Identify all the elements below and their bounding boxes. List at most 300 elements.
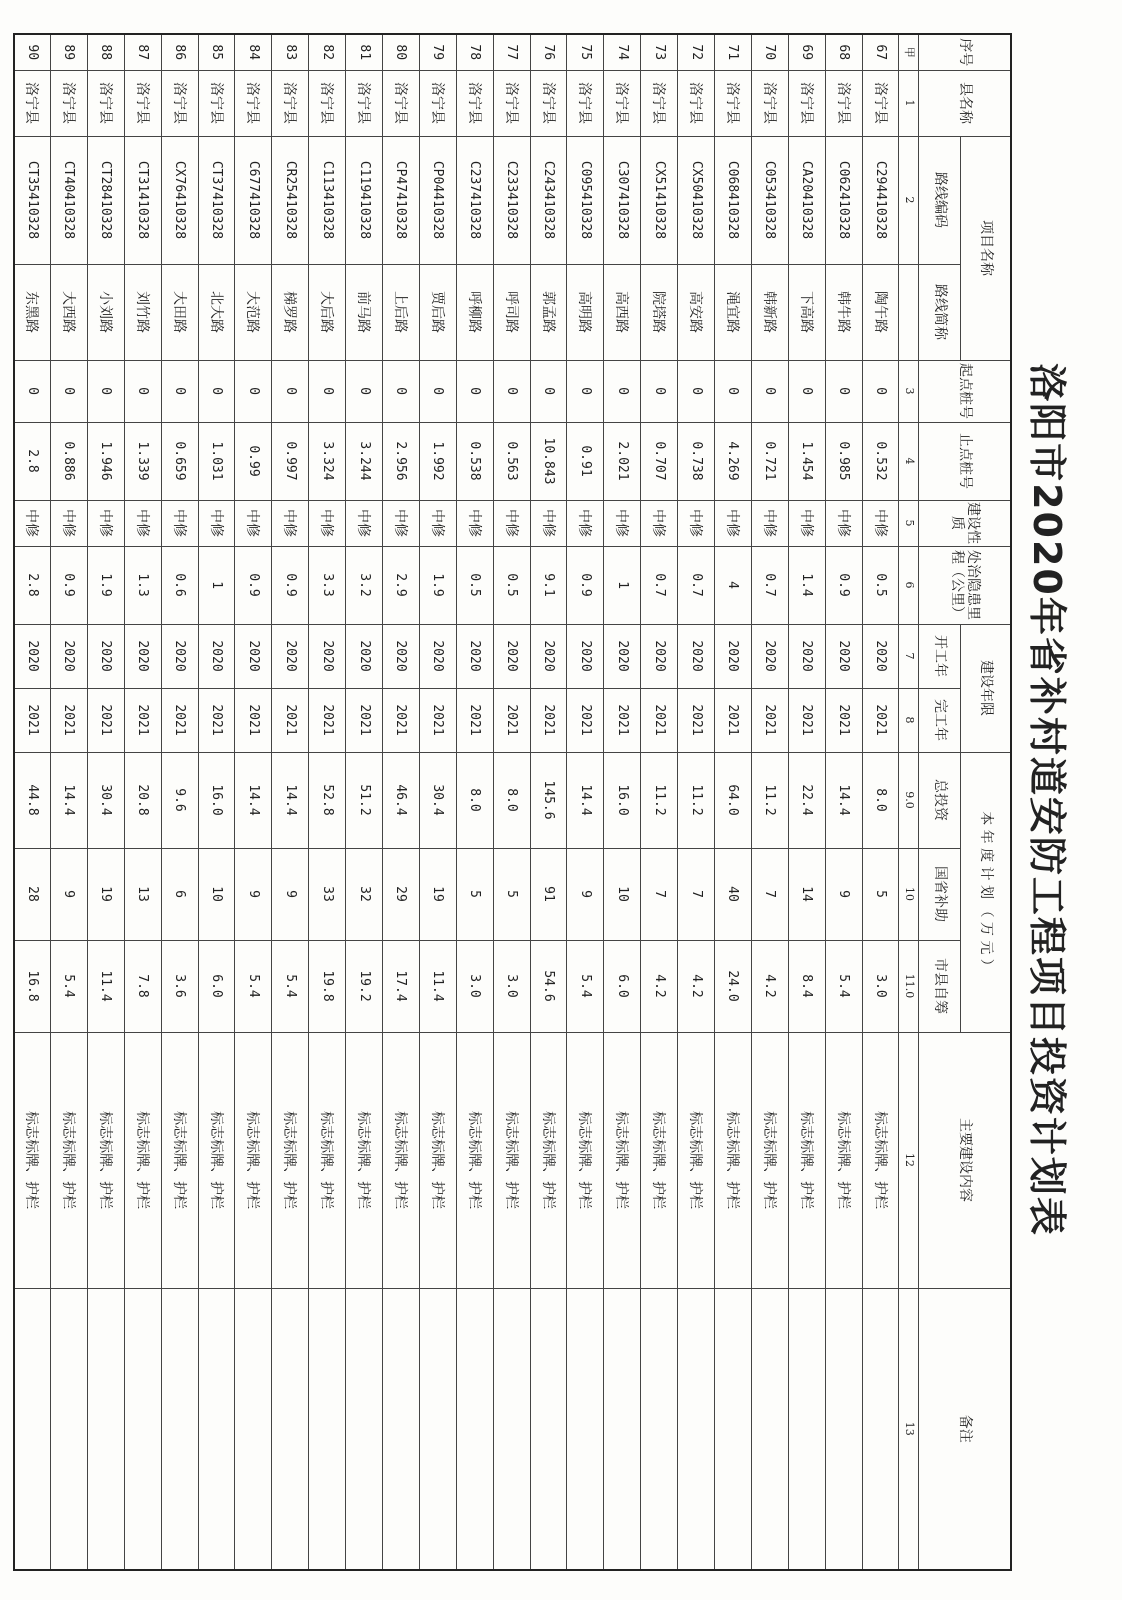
cell-nature: 中修 bbox=[161, 500, 198, 546]
table-row bbox=[51, 34, 88, 1570]
index-cell: 2 bbox=[899, 136, 919, 264]
cell-route-code: CT28410328 bbox=[87, 136, 124, 264]
cell-nature: 中修 bbox=[51, 500, 88, 546]
cell-subsidy: 32 bbox=[346, 848, 383, 940]
cell-start-year: 2020 bbox=[161, 624, 198, 688]
cell-self-fund: 5.4 bbox=[51, 940, 88, 1032]
cell-seq: 79 bbox=[419, 34, 456, 70]
cell-main-content: 标志标牌、护栏 bbox=[530, 1032, 567, 1288]
cell-seq: 88 bbox=[87, 34, 124, 70]
index-cell: 8 bbox=[899, 688, 919, 752]
cell-start-stake: 0 bbox=[235, 360, 272, 422]
cell-route-short: 下高路 bbox=[788, 264, 825, 360]
cell-start-year: 2020 bbox=[272, 624, 309, 688]
cell-seq: 77 bbox=[493, 34, 530, 70]
cell-seq: 82 bbox=[309, 34, 346, 70]
cell-total: 44.8 bbox=[14, 752, 51, 848]
cell-main-content: 标志标牌、护栏 bbox=[456, 1032, 493, 1288]
cell-subsidy: 9 bbox=[825, 848, 862, 940]
cell-main-content: 标志标牌、护栏 bbox=[567, 1032, 604, 1288]
cell-start-year: 2020 bbox=[641, 624, 678, 688]
cell-end-year: 2021 bbox=[604, 688, 641, 752]
index-cell: 5 bbox=[899, 500, 919, 546]
cell-self-fund: 3.6 bbox=[161, 940, 198, 1032]
cell-route-code: CP04410328 bbox=[419, 136, 456, 264]
cell-remark bbox=[751, 1288, 788, 1570]
cell-nature: 中修 bbox=[862, 500, 899, 546]
cell-start-year: 2020 bbox=[124, 624, 161, 688]
cell-remark bbox=[641, 1288, 678, 1570]
cell-start-year: 2020 bbox=[493, 624, 530, 688]
cell-mileage: 1 bbox=[604, 546, 641, 624]
cell-county: 洛宁县 bbox=[235, 70, 272, 136]
cell-total: 14.4 bbox=[235, 752, 272, 848]
cell-main-content: 标志标牌、护栏 bbox=[161, 1032, 198, 1288]
header-remark: 备注 bbox=[919, 1288, 1011, 1570]
cell-main-content: 标志标牌、护栏 bbox=[272, 1032, 309, 1288]
cell-route-short: 东黑路 bbox=[14, 264, 51, 360]
cell-end-year: 2021 bbox=[715, 688, 752, 752]
cell-end-year: 2021 bbox=[419, 688, 456, 752]
cell-end-stake: 2.956 bbox=[383, 422, 420, 500]
cell-nature: 中修 bbox=[678, 500, 715, 546]
cell-self-fund: 6.0 bbox=[198, 940, 235, 1032]
cell-subsidy: 33 bbox=[309, 848, 346, 940]
header-period: 建设年限 bbox=[961, 624, 1011, 752]
cell-remark bbox=[383, 1288, 420, 1570]
cell-route-code: CT40410328 bbox=[51, 136, 88, 264]
cell-end-stake: 1.946 bbox=[87, 422, 124, 500]
cell-route-code: CA20410328 bbox=[788, 136, 825, 264]
cell-main-content: 标志标牌、护栏 bbox=[862, 1032, 899, 1288]
cell-county: 洛宁县 bbox=[678, 70, 715, 136]
header-end-stake: 止点桩号 bbox=[919, 422, 1011, 500]
table-row bbox=[862, 34, 899, 1570]
cell-remark bbox=[530, 1288, 567, 1570]
cell-seq: 87 bbox=[124, 34, 161, 70]
table-row bbox=[456, 34, 493, 1570]
cell-subsidy: 9 bbox=[272, 848, 309, 940]
cell-mileage: 0.7 bbox=[751, 546, 788, 624]
header-seq: 序号 bbox=[919, 34, 1011, 70]
cell-nature: 中修 bbox=[14, 500, 51, 546]
cell-end-stake: 0.721 bbox=[751, 422, 788, 500]
cell-route-short: 北大路 bbox=[198, 264, 235, 360]
cell-nature: 中修 bbox=[604, 500, 641, 546]
cell-end-stake: 0.532 bbox=[862, 422, 899, 500]
cell-end-stake: 0.985 bbox=[825, 422, 862, 500]
cell-nature: 中修 bbox=[751, 500, 788, 546]
cell-self-fund: 16.8 bbox=[14, 940, 51, 1032]
cell-route-short: 高西路 bbox=[604, 264, 641, 360]
cell-seq: 83 bbox=[272, 34, 309, 70]
cell-nature: 中修 bbox=[419, 500, 456, 546]
cell-end-year: 2021 bbox=[309, 688, 346, 752]
cell-end-year: 2021 bbox=[161, 688, 198, 752]
cell-nature: 中修 bbox=[530, 500, 567, 546]
cell-county: 洛宁县 bbox=[751, 70, 788, 136]
cell-seq: 78 bbox=[456, 34, 493, 70]
index-cell bbox=[899, 264, 919, 360]
cell-self-fund: 3.0 bbox=[862, 940, 899, 1032]
cell-route-code: C053410328 bbox=[751, 136, 788, 264]
cell-route-code: C294410328 bbox=[862, 136, 899, 264]
cell-end-year: 2021 bbox=[346, 688, 383, 752]
cell-start-year: 2020 bbox=[383, 624, 420, 688]
cell-self-fund: 5.4 bbox=[235, 940, 272, 1032]
cell-nature: 中修 bbox=[788, 500, 825, 546]
cell-end-stake: 1.992 bbox=[419, 422, 456, 500]
cell-nature: 中修 bbox=[272, 500, 309, 546]
cell-mileage: 0.9 bbox=[825, 546, 862, 624]
cell-total: 46.4 bbox=[383, 752, 420, 848]
cell-start-year: 2020 bbox=[346, 624, 383, 688]
cell-county: 洛宁县 bbox=[456, 70, 493, 136]
cell-route-short: 梯罗路 bbox=[272, 264, 309, 360]
cell-remark bbox=[678, 1288, 715, 1570]
index-cell: 10 bbox=[899, 848, 919, 940]
cell-subsidy: 10 bbox=[604, 848, 641, 940]
cell-start-stake: 0 bbox=[604, 360, 641, 422]
cell-route-short: 大田路 bbox=[161, 264, 198, 360]
cell-main-content: 标志标牌、护栏 bbox=[751, 1032, 788, 1288]
cell-route-short: 大后路 bbox=[309, 264, 346, 360]
cell-start-stake: 0 bbox=[87, 360, 124, 422]
cell-start-stake: 0 bbox=[715, 360, 752, 422]
index-cell: 9.0 bbox=[899, 752, 919, 848]
cell-county: 洛宁县 bbox=[604, 70, 641, 136]
cell-end-year: 2021 bbox=[124, 688, 161, 752]
cell-end-year: 2021 bbox=[641, 688, 678, 752]
cell-self-fund: 19.8 bbox=[309, 940, 346, 1032]
cell-start-stake: 0 bbox=[309, 360, 346, 422]
cell-county: 洛宁县 bbox=[788, 70, 825, 136]
cell-remark bbox=[567, 1288, 604, 1570]
cell-nature: 中修 bbox=[715, 500, 752, 546]
table-row bbox=[604, 34, 641, 1570]
cell-self-fund: 4.2 bbox=[641, 940, 678, 1032]
cell-county: 洛宁县 bbox=[383, 70, 420, 136]
cell-start-stake: 0 bbox=[198, 360, 235, 422]
cell-county: 洛宁县 bbox=[493, 70, 530, 136]
cell-mileage: 0.6 bbox=[161, 546, 198, 624]
cell-self-fund: 19.2 bbox=[346, 940, 383, 1032]
cell-end-year: 2021 bbox=[14, 688, 51, 752]
cell-seq: 90 bbox=[14, 34, 51, 70]
cell-nature: 中修 bbox=[235, 500, 272, 546]
cell-route-code: C068410328 bbox=[715, 136, 752, 264]
cell-self-fund: 8.4 bbox=[788, 940, 825, 1032]
table-row bbox=[124, 34, 161, 1570]
cell-start-stake: 0 bbox=[751, 360, 788, 422]
cell-self-fund: 5.4 bbox=[272, 940, 309, 1032]
cell-total: 8.0 bbox=[456, 752, 493, 848]
cell-main-content: 标志标牌、护栏 bbox=[198, 1032, 235, 1288]
cell-route-code: C237410328 bbox=[456, 136, 493, 264]
cell-end-stake: 1.339 bbox=[124, 422, 161, 500]
cell-end-year: 2021 bbox=[678, 688, 715, 752]
cell-start-year: 2020 bbox=[788, 624, 825, 688]
cell-nature: 中修 bbox=[87, 500, 124, 546]
cell-main-content: 标志标牌、护栏 bbox=[51, 1032, 88, 1288]
cell-nature: 中修 bbox=[124, 500, 161, 546]
cell-subsidy: 6 bbox=[161, 848, 198, 940]
cell-end-year: 2021 bbox=[383, 688, 420, 752]
cell-total: 8.0 bbox=[862, 752, 899, 848]
cell-main-content: 标志标牌、护栏 bbox=[419, 1032, 456, 1288]
cell-mileage: 4 bbox=[715, 546, 752, 624]
cell-county: 洛宁县 bbox=[419, 70, 456, 136]
cell-route-code: C233410328 bbox=[493, 136, 530, 264]
cell-route-short: 韩新路 bbox=[751, 264, 788, 360]
table-row bbox=[788, 34, 825, 1570]
header-start-stake: 起点桩号 bbox=[919, 360, 1011, 422]
table-row bbox=[825, 34, 862, 1570]
cell-route-short: 高明路 bbox=[567, 264, 604, 360]
cell-start-stake: 0 bbox=[825, 360, 862, 422]
cell-mileage: 1.4 bbox=[788, 546, 825, 624]
cell-mileage: 0.9 bbox=[51, 546, 88, 624]
cell-start-year: 2020 bbox=[567, 624, 604, 688]
table-row bbox=[419, 34, 456, 1570]
cell-start-year: 2020 bbox=[862, 624, 899, 688]
cell-total: 11.2 bbox=[641, 752, 678, 848]
cell-end-year: 2021 bbox=[235, 688, 272, 752]
cell-remark bbox=[715, 1288, 752, 1570]
cell-remark bbox=[604, 1288, 641, 1570]
header-subsidy: 国省补助 bbox=[919, 848, 961, 940]
cell-subsidy: 5 bbox=[862, 848, 899, 940]
cell-route-code: CP47410328 bbox=[383, 136, 420, 264]
table-row bbox=[198, 34, 235, 1570]
cell-self-fund: 5.4 bbox=[825, 940, 862, 1032]
header-end-year: 完工年 bbox=[919, 688, 961, 752]
table-row bbox=[14, 34, 51, 1570]
cell-seq: 81 bbox=[346, 34, 383, 70]
cell-mileage: 0.7 bbox=[678, 546, 715, 624]
cell-route-short: 小刘路 bbox=[87, 264, 124, 360]
cell-seq: 89 bbox=[51, 34, 88, 70]
cell-seq: 84 bbox=[235, 34, 272, 70]
cell-end-stake: 0.538 bbox=[456, 422, 493, 500]
cell-nature: 中修 bbox=[346, 500, 383, 546]
index-cell: 12 bbox=[899, 1032, 919, 1288]
cell-remark bbox=[235, 1288, 272, 1570]
cell-county: 洛宁县 bbox=[530, 70, 567, 136]
table-row bbox=[493, 34, 530, 1570]
cell-seq: 70 bbox=[751, 34, 788, 70]
cell-main-content: 标志标牌、护栏 bbox=[235, 1032, 272, 1288]
cell-main-content: 标志标牌、护栏 bbox=[309, 1032, 346, 1288]
cell-remark bbox=[862, 1288, 899, 1570]
cell-route-code: CX50410328 bbox=[678, 136, 715, 264]
cell-seq: 71 bbox=[715, 34, 752, 70]
cell-remark bbox=[198, 1288, 235, 1570]
cell-remark bbox=[124, 1288, 161, 1570]
cell-subsidy: 9 bbox=[235, 848, 272, 940]
cell-end-stake: 0.886 bbox=[51, 422, 88, 500]
cell-start-stake: 0 bbox=[530, 360, 567, 422]
cell-county: 洛宁县 bbox=[198, 70, 235, 136]
cell-subsidy: 5 bbox=[456, 848, 493, 940]
cell-mileage: 1.9 bbox=[419, 546, 456, 624]
cell-subsidy: 28 bbox=[14, 848, 51, 940]
cell-mileage: 2.9 bbox=[383, 546, 420, 624]
header-self-fund: 市县自筹 bbox=[919, 940, 961, 1032]
cell-main-content: 标志标牌、护栏 bbox=[124, 1032, 161, 1288]
cell-subsidy: 29 bbox=[383, 848, 420, 940]
cell-route-short: 院塔路 bbox=[641, 264, 678, 360]
cell-start-year: 2020 bbox=[715, 624, 752, 688]
cell-start-year: 2020 bbox=[235, 624, 272, 688]
cell-self-fund: 7.8 bbox=[124, 940, 161, 1032]
cell-start-stake: 0 bbox=[862, 360, 899, 422]
cell-subsidy: 7 bbox=[641, 848, 678, 940]
index-cell: 7 bbox=[899, 624, 919, 688]
header-plan: 本 年 度 计 划 （ 万 元 ） bbox=[961, 752, 1011, 1032]
table-row bbox=[87, 34, 124, 1570]
index-cell: 13 bbox=[899, 1288, 919, 1570]
index-cell: 3 bbox=[899, 360, 919, 422]
cell-main-content: 标志标牌、护栏 bbox=[641, 1032, 678, 1288]
table-row bbox=[346, 34, 383, 1570]
cell-seq: 68 bbox=[825, 34, 862, 70]
cell-self-fund: 11.4 bbox=[87, 940, 124, 1032]
cell-end-stake: 0.563 bbox=[493, 422, 530, 500]
cell-subsidy: 7 bbox=[751, 848, 788, 940]
cell-self-fund: 54.6 bbox=[530, 940, 567, 1032]
cell-end-stake: 0.707 bbox=[641, 422, 678, 500]
cell-total: 20.8 bbox=[124, 752, 161, 848]
cell-mileage: 0.9 bbox=[567, 546, 604, 624]
cell-nature: 中修 bbox=[641, 500, 678, 546]
header-total: 总投资 bbox=[919, 752, 961, 848]
cell-route-code: C095410328 bbox=[567, 136, 604, 264]
cell-start-year: 2020 bbox=[751, 624, 788, 688]
cell-remark bbox=[87, 1288, 124, 1570]
cell-route-short: 渑宜路 bbox=[715, 264, 752, 360]
cell-total: 9.6 bbox=[161, 752, 198, 848]
cell-remark bbox=[346, 1288, 383, 1570]
cell-start-year: 2020 bbox=[604, 624, 641, 688]
table-row bbox=[161, 34, 198, 1570]
cell-county: 洛宁县 bbox=[87, 70, 124, 136]
cell-seq: 80 bbox=[383, 34, 420, 70]
cell-total: 16.0 bbox=[198, 752, 235, 848]
table-row bbox=[641, 34, 678, 1570]
cell-route-code: CX76410328 bbox=[161, 136, 198, 264]
cell-end-year: 2021 bbox=[862, 688, 899, 752]
header-route-short: 路线简称 bbox=[919, 264, 961, 360]
cell-start-stake: 0 bbox=[641, 360, 678, 422]
cell-self-fund: 4.2 bbox=[678, 940, 715, 1032]
cell-county: 洛宁县 bbox=[346, 70, 383, 136]
cell-self-fund: 6.0 bbox=[604, 940, 641, 1032]
cell-total: 30.4 bbox=[419, 752, 456, 848]
cell-route-short: 陶午路 bbox=[862, 264, 899, 360]
index-row bbox=[899, 34, 919, 1570]
cell-county: 洛宁县 bbox=[862, 70, 899, 136]
cell-route-code: CT35410328 bbox=[14, 136, 51, 264]
cell-end-stake: 0.99 bbox=[235, 422, 272, 500]
cell-end-stake: 0.659 bbox=[161, 422, 198, 500]
cell-main-content: 标志标牌、护栏 bbox=[346, 1032, 383, 1288]
cell-end-stake: 3.324 bbox=[309, 422, 346, 500]
cell-route-short: 上后路 bbox=[383, 264, 420, 360]
cell-total: 14.4 bbox=[825, 752, 862, 848]
cell-start-stake: 0 bbox=[383, 360, 420, 422]
cell-end-year: 2021 bbox=[51, 688, 88, 752]
cell-end-year: 2021 bbox=[751, 688, 788, 752]
cell-end-stake: 10.843 bbox=[530, 422, 567, 500]
cell-end-stake: 0.997 bbox=[272, 422, 309, 500]
cell-mileage: 3.2 bbox=[346, 546, 383, 624]
cell-route-code: CT37410328 bbox=[198, 136, 235, 264]
cell-start-stake: 0 bbox=[419, 360, 456, 422]
cell-subsidy: 19 bbox=[419, 848, 456, 940]
cell-subsidy: 9 bbox=[51, 848, 88, 940]
cell-seq: 76 bbox=[530, 34, 567, 70]
cell-total: 14.4 bbox=[567, 752, 604, 848]
cell-mileage: 0.7 bbox=[641, 546, 678, 624]
cell-nature: 中修 bbox=[825, 500, 862, 546]
cell-end-year: 2021 bbox=[198, 688, 235, 752]
cell-subsidy: 19 bbox=[87, 848, 124, 940]
cell-self-fund: 3.0 bbox=[456, 940, 493, 1032]
cell-nature: 中修 bbox=[309, 500, 346, 546]
cell-start-stake: 0 bbox=[161, 360, 198, 422]
cell-remark bbox=[825, 1288, 862, 1570]
cell-county: 洛宁县 bbox=[124, 70, 161, 136]
cell-self-fund: 3.0 bbox=[493, 940, 530, 1032]
cell-self-fund: 17.4 bbox=[383, 940, 420, 1032]
cell-end-year: 2021 bbox=[567, 688, 604, 752]
cell-route-code: C119410328 bbox=[346, 136, 383, 264]
cell-total: 16.0 bbox=[604, 752, 641, 848]
cell-end-year: 2021 bbox=[788, 688, 825, 752]
table-row bbox=[235, 34, 272, 1570]
cell-start-year: 2020 bbox=[14, 624, 51, 688]
cell-start-year: 2020 bbox=[87, 624, 124, 688]
header-start-year: 开工年 bbox=[919, 624, 961, 688]
cell-end-year: 2021 bbox=[530, 688, 567, 752]
cell-remark bbox=[493, 1288, 530, 1570]
cell-subsidy: 40 bbox=[715, 848, 752, 940]
table-body bbox=[14, 34, 899, 1570]
cell-mileage: 1.3 bbox=[124, 546, 161, 624]
cell-main-content: 标志标牌、护栏 bbox=[678, 1032, 715, 1288]
cell-mileage: 0.5 bbox=[456, 546, 493, 624]
cell-mileage: 0.9 bbox=[272, 546, 309, 624]
table-row bbox=[751, 34, 788, 1570]
cell-mileage: 0.5 bbox=[493, 546, 530, 624]
cell-county: 洛宁县 bbox=[14, 70, 51, 136]
cell-seq: 85 bbox=[198, 34, 235, 70]
cell-route-short: 大西路 bbox=[51, 264, 88, 360]
cell-route-code: C677410328 bbox=[235, 136, 272, 264]
table-row bbox=[567, 34, 604, 1570]
cell-route-short: 郭孟路 bbox=[530, 264, 567, 360]
cell-remark bbox=[456, 1288, 493, 1570]
cell-end-stake: 4.269 bbox=[715, 422, 752, 500]
cell-start-stake: 0 bbox=[124, 360, 161, 422]
header-route-code: 路线编码 bbox=[919, 136, 961, 264]
cell-start-stake: 0 bbox=[493, 360, 530, 422]
cell-county: 洛宁县 bbox=[51, 70, 88, 136]
cell-total: 11.2 bbox=[751, 752, 788, 848]
cell-start-stake: 0 bbox=[456, 360, 493, 422]
cell-start-stake: 0 bbox=[272, 360, 309, 422]
